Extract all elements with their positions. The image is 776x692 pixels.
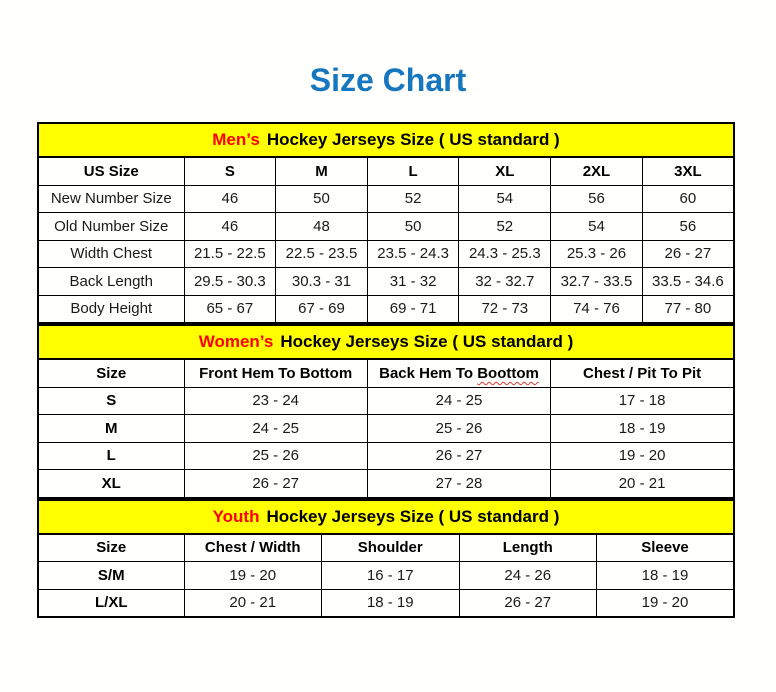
table-cell: 33.5 - 34.6 [642,268,734,296]
youth-header-highlight: Youth [212,506,260,526]
table-cell: 24 - 25 [184,415,367,443]
table-cell: 25.3 - 26 [551,240,643,268]
column-header: Sleeve [597,534,735,562]
table-cell: 25 - 26 [367,415,550,443]
row-label: M [38,415,184,443]
table-cell: 32.7 - 33.5 [551,268,643,296]
table-cell: 46 [184,213,276,241]
misspelled-word: Boottom [477,364,539,382]
table-row [38,268,734,296]
table-cell: 17 - 18 [551,387,734,415]
table-cell: 50 [367,213,459,241]
womens-section [37,324,735,499]
row-label: Back Length [38,268,184,296]
table-cell: 52 [459,213,551,241]
column-header: S [184,157,276,185]
table-cell: 50 [276,185,368,213]
row-label: L/XL [38,589,184,617]
table-row [38,240,734,268]
table-cell: 23 - 24 [184,387,367,415]
column-header: Back Hem To Boottom [367,359,550,387]
row-label: S [38,387,184,415]
column-header: Size [38,534,184,562]
table-cell: 18 - 19 [551,415,734,443]
table-cell: 26 - 27 [642,240,734,268]
mens-header-row [38,157,734,185]
table-cell: 19 - 20 [184,562,322,590]
youth-header-row [38,534,734,562]
column-header: US Size [38,157,184,185]
table-cell: 30.3 - 31 [276,268,368,296]
table-cell: 54 [551,213,643,241]
table-cell: 16 - 17 [322,562,460,590]
youth-section [37,499,735,619]
row-label: Body Height [38,295,184,323]
table-row [38,387,734,415]
womens-section-header [37,324,735,358]
womens-header-highlight: Women’s [198,332,274,351]
column-header: 3XL [642,157,734,185]
table-row [38,562,734,590]
column-header: M [276,157,368,185]
table-cell: 27 - 28 [367,470,550,498]
youth-size-table [37,533,735,619]
table-cell: 21.5 - 22.5 [184,240,276,268]
mens-header-text: Hockey Jerseys Size ( US standard ) [266,130,560,149]
table-cell: 56 [551,185,643,213]
table-cell: 46 [184,185,276,213]
row-label: XL [38,470,184,498]
column-header: 2XL [551,157,643,185]
column-header: Length [459,534,597,562]
column-header: L [367,157,459,185]
column-header: Chest / Pit To Pit [551,359,734,387]
table-cell: 19 - 20 [551,442,734,470]
table-cell: 18 - 19 [322,589,460,617]
mens-header-highlight: Men’s [212,130,260,149]
table-cell: 32 - 32.7 [459,268,551,296]
table-row [38,185,734,213]
table-cell: 24 - 26 [459,562,597,590]
row-label: L [38,442,184,470]
table-cell: 26 - 27 [367,442,550,470]
table-row [38,295,734,323]
table-cell: 54 [459,185,551,213]
row-label: Width Chest [38,240,184,268]
table-cell: 24.3 - 25.3 [459,240,551,268]
size-chart-sections [37,122,735,618]
table-cell: 22.5 - 23.5 [276,240,368,268]
page-title: Size Chart [309,62,467,98]
mens-section-header [37,122,735,156]
table-cell: 65 - 67 [184,295,276,323]
table-row [38,442,734,470]
table-cell: 31 - 32 [367,268,459,296]
youth-header-text: Hockey Jerseys Size ( US standard ) [266,506,560,526]
row-label: Old Number Size [38,213,184,241]
table-cell: 24 - 25 [367,387,550,415]
table-cell: 56 [642,213,734,241]
table-cell: 19 - 20 [597,589,735,617]
table-cell: 52 [367,185,459,213]
row-label: New Number Size [38,185,184,213]
table-cell: 25 - 26 [184,442,367,470]
table-cell: 69 - 71 [367,295,459,323]
table-cell: 20 - 21 [551,470,734,498]
table-cell: 20 - 21 [184,589,322,617]
table-cell: 18 - 19 [597,562,735,590]
table-cell: 67 - 69 [276,295,368,323]
table-row [38,213,734,241]
youth-section-header [37,499,735,533]
row-label: S/M [38,562,184,590]
mens-size-table [37,156,735,324]
column-header: Size [38,359,184,387]
womens-size-table [37,358,735,499]
table-cell: 48 [276,213,368,241]
table-row [38,589,734,617]
column-header: XL [459,157,551,185]
mens-section [37,122,735,324]
womens-header-text: Hockey Jerseys Size ( US standard ) [280,332,574,351]
column-header: Front Hem To Bottom [184,359,367,387]
column-header: Chest / Width [184,534,322,562]
table-row [38,415,734,443]
table-cell: 26 - 27 [459,589,597,617]
table-cell: 29.5 - 30.3 [184,268,276,296]
table-row [38,470,734,498]
table-cell: 77 - 80 [642,295,734,323]
table-cell: 60 [642,185,734,213]
column-header: Shoulder [322,534,460,562]
table-cell: 23.5 - 24.3 [367,240,459,268]
table-cell: 74 - 76 [551,295,643,323]
womens-header-row [38,359,734,387]
table-cell: 26 - 27 [184,470,367,498]
table-cell: 72 - 73 [459,295,551,323]
